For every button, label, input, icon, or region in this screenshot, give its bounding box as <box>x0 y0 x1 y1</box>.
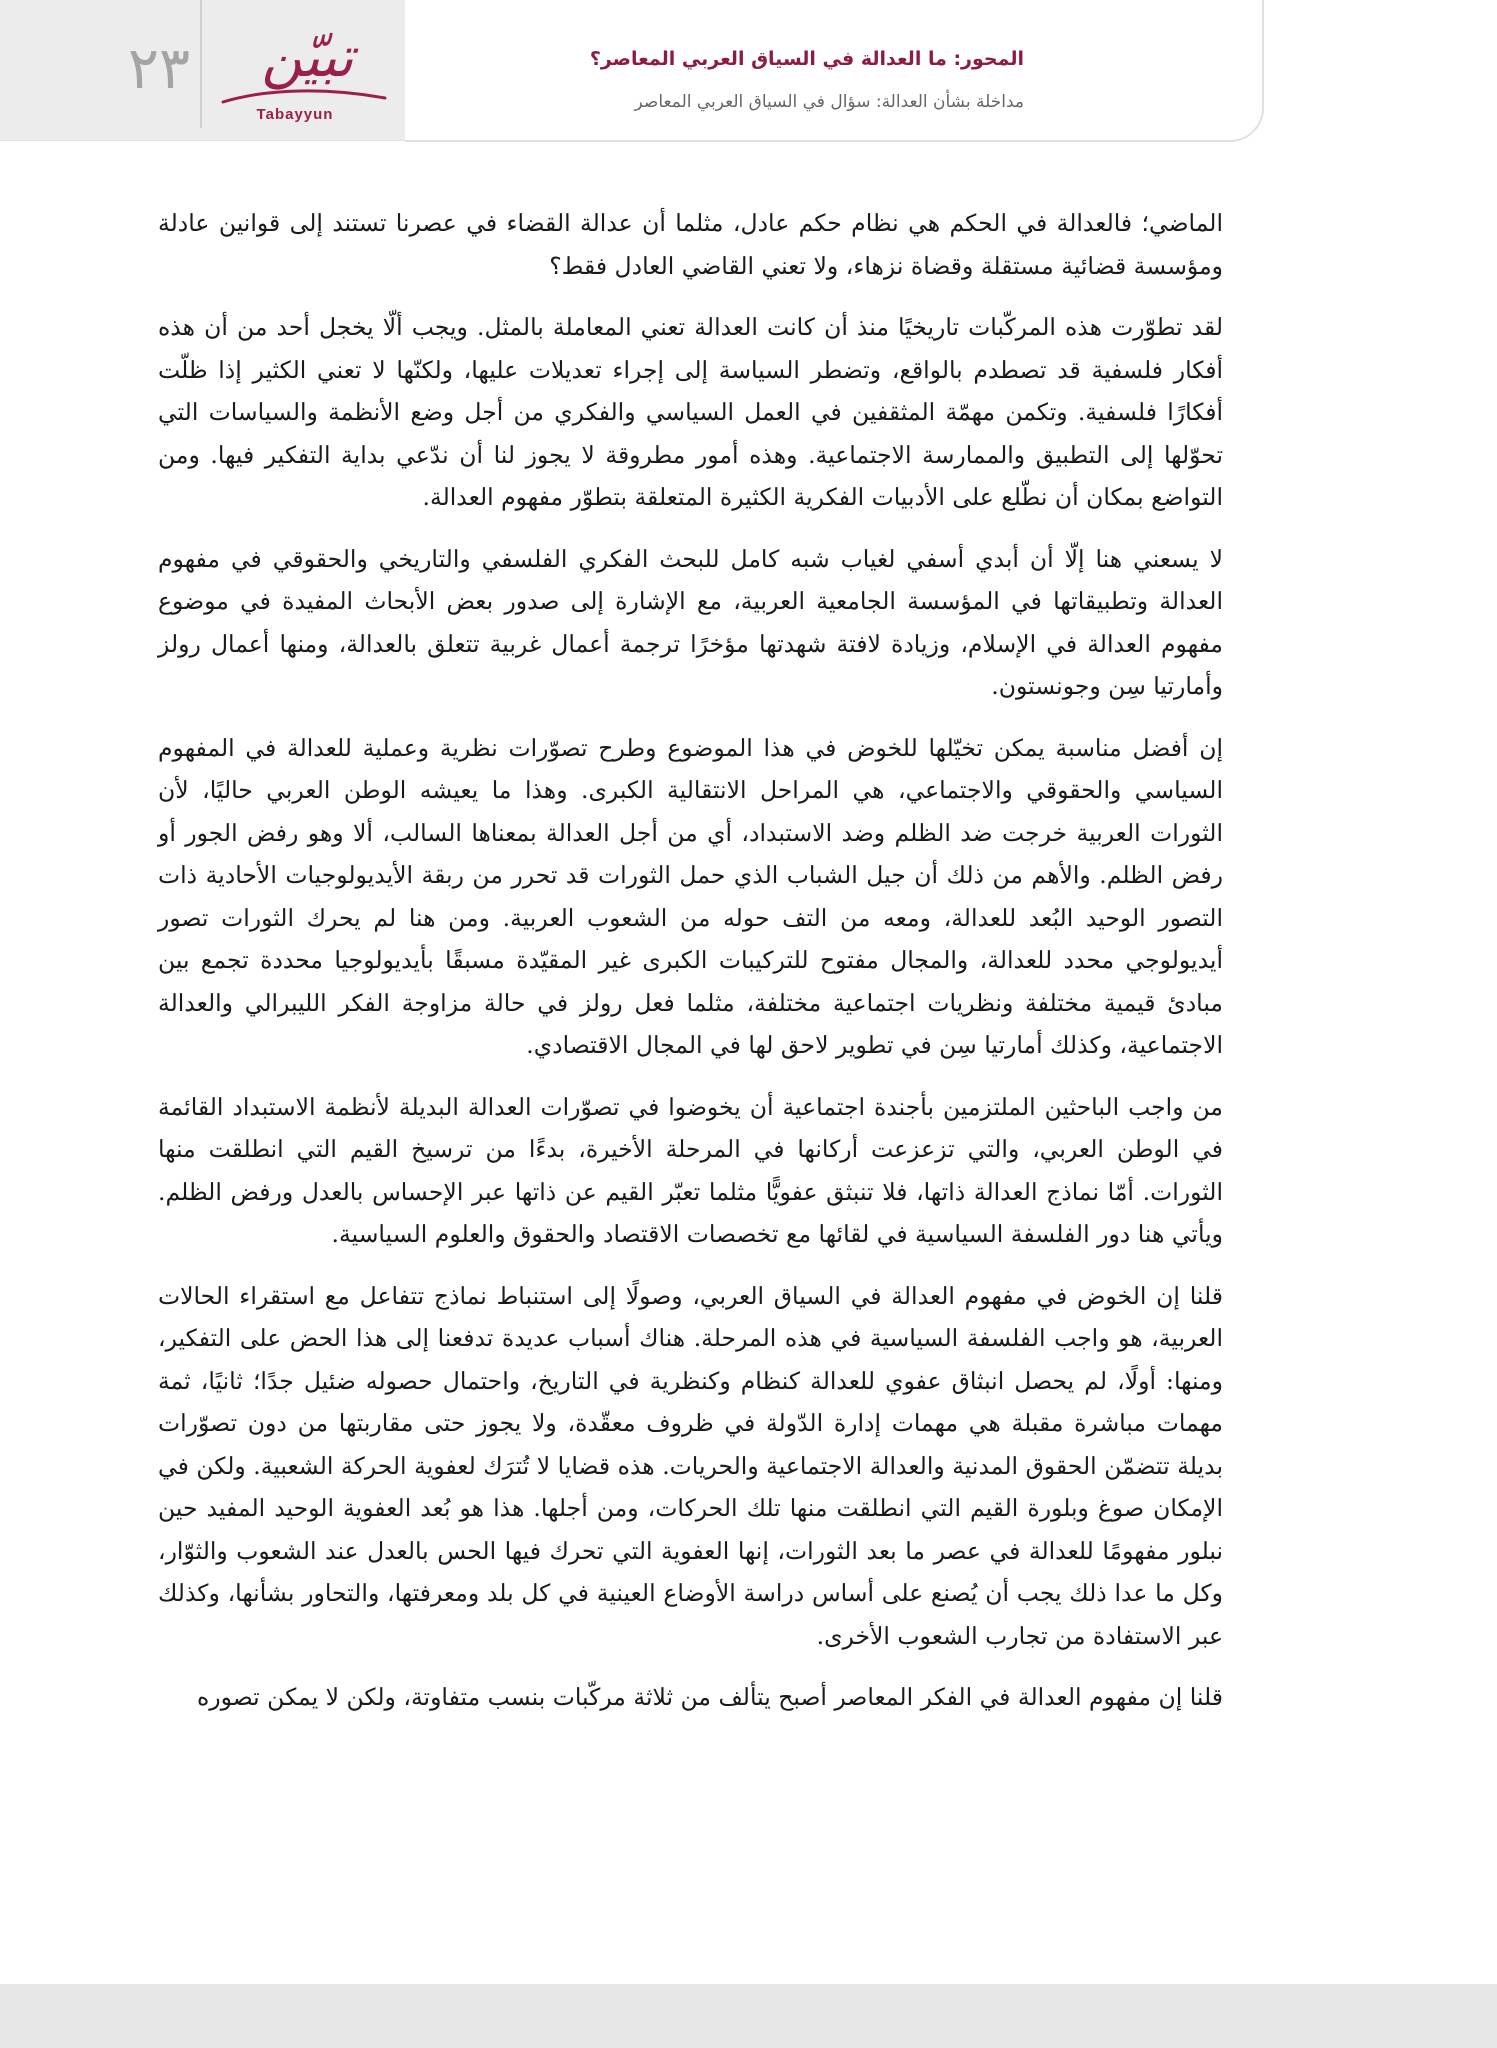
page-header <box>0 0 1262 140</box>
paragraph: لقد تطوّرت هذه المركّبات تاريخيًا منذ أن كانت العدالة تعني المعاملة بالمثل. ويجب ألّا يخجل أحد من أن هذه أفكار فلسفية قد تصطدم بالواقع، وتضطر السياسة إلى إجراء تعديلات عليها، ولكنّها لا تعني الكثير إذا ظلّت أفكارًا فلسفية. وتكمن مهمّة المثقفين في العمل السياسي والفكري من أجل وضع الأنظمة والسياسات التي تحوّلها إلى التطبيق والممارسة الاجتماعية. وهذه أمور مطروقة لا يجوز لنا أن ندّعي بداية التفكير فيها. ومن التواضع بمكان أن نطّلع على الأدبيات الفكرية الكثيرة المتعلقة بتطوّر مفهوم العدالة. <box>158 313 1223 511</box>
axis-title: المحور: ما العدالة في السياق العربي المعاصر؟ <box>589 48 1024 70</box>
paragraph: إن أفضل مناسبة يمكن تخيّلها للخوض في هذا الموضوع وطرح تصوّرات نظرية وعملية للعدالة في المفهوم السياسي والحقوقي والاجتماعي، هي المراحل الانتقالية الكبرى. وهذا ما يعيشه الوطن العربي حاليًا، لأن الثورات العربية خرجت ضد الظلم وضد الاستبداد، أي من أجل العدالة بمعناها السالب، ألا وهو رفض الجور أو رفض الظلم. والأهم من ذلك أن جيل الشباب الذي حمل الثورات قد تحرر من ربقة الأيديولوجيات الأحادية ذات التصور الوحيد البُعد للعدالة، ومعه من التف حوله من الشعوب العربية. ومن هنا لم يحرك الثورات تصور أيديولوجي محدد للعدالة، والمجال مفتوح للتركيبات الكبرى غير المقيّدة مسبقًا بأيديولوجيا محددة تجمع بين مبادئ قيمية مختلفة ونظريات اجتماعية مختلفة، مثلما فعل رولز في حالة مزاوجة الفكر الليبرالي والعدالة الاجتماعية، وكذلك أمارتيا سِن في تطوير لاحق لها في المجال الاقتصادي. <box>158 733 1223 1059</box>
paragraph: الماضي؛ فالعدالة في الحكم هي نظام حكم عادل، مثلما أن عدالة القضاء في عصرنا تستند إلى قوانين عادلة ومؤسسة قضائية مستقلة وقضاة نزهاء، ولا تعني القاضي العادل فقط؟ <box>158 209 1223 280</box>
paragraph: قلنا إن مفهوم العدالة في الفكر المعاصر أصبح يتألف من ثلاثة مركّبات بنسب متفاوتة، ولكن لا يمكن تصوره <box>196 1683 1223 1711</box>
paragraph: من واجب الباحثين الملتزمين بأجندة اجتماعية أن يخوضوا في تصوّرات العدالة البديلة لأنظمة الاستبداد القائمة في الوطن العربي، والتي تزعزعت أركانها في المرحلة الأخيرة، بدءًا من ترسيخ القيم التي انطلقت منها الثورات. أمّا نماذج العدالة ذاتها، فلا تنبثق عفويًّا مثلما تعبّر القيم عن ذاتها عبر الإحساس بالعدل ورفض الظلم. ويأتي هنا دور الفلسفة السياسية في لقائها مع تخصصات الاقتصاد والحقوق والعلوم السياسية. <box>158 1092 1223 1248</box>
article-body <box>158 202 1223 1719</box>
page-number: ٢٣ <box>127 34 191 102</box>
paragraph: قلنا إن الخوض في مفهوم العدالة في السياق العربي، وصولًا إلى استنباط نماذج تتفاعل مع استقراء الحالات العربية، هو واجب الفلسفة السياسية في هذه المرحلة. هناك أسباب عديدة تدفعنا إلى هذا الحض على التفكير، ومنها: أولًا، لم يحصل انبثاق عفوي للعدالة كنظام وكنظرية في التاريخ، واحتمال حصوله ضئيل جدًا؛ ثانيًا، ثمة مهمات مباشرة مقبلة هي مهمات إدارة الدّولة في ظروف معقّدة، ولا يجوز حتى مقاربتها من دون تصوّرات بديلة تتضمّن الحقوق المدنية والعدالة الاجتماعية والحريات. هذه قضايا لا تُترَك لعفوية الحركة الشعبية. ولكن في الإمكان صوغ وبلورة القيم التي انطلقت منها تلك الحركات، ومن أجلها. هذا هو بُعد العفوية الوحيد المفيد حين نبلور مفهومًا للعدالة في عصر ما بعد الثورات، إنها العفوية التي تحرك فيها الحس بالعدل عند الشعوب والثوّار، وكل ما عدا ذلك يجب أن يُصنع على أساس دراسة الأوضاع العينية في كل بلد ومعرفتها، والتحاور بشأنها، وكذلك عبر الاستفادة من تجارب الشعوب الأخرى. <box>158 1281 1223 1650</box>
paragraph: لا يسعني هنا إلّا أن أبدي أسفي لغياب شبه كامل للبحث الفكري الفلسفي والتاريخي والحقوقي في مفهوم العدالة وتطبيقاتها في المؤسسة الجامعية العربية، مع الإشارة إلى صدور بعض الأبحاث المفيدة في موضوع مفهوم العدالة في الإسلام، وزيادة لافتة شهدتها مؤخرًا ترجمة أعمال غربية تتعلق بالعدالة، ومنها أعمال رولز وأمارتيا سِن وجونستون. <box>158 544 1223 700</box>
logo-arabic-text: تبيّن <box>261 25 354 90</box>
article-subtitle: مداخلة بشأن العدالة: سؤال في السياق العربي المعاصر <box>634 92 1024 112</box>
header-divider <box>200 0 202 128</box>
footer-band <box>0 1984 1497 2048</box>
logo-latin-text: Tabayyun <box>256 106 334 123</box>
